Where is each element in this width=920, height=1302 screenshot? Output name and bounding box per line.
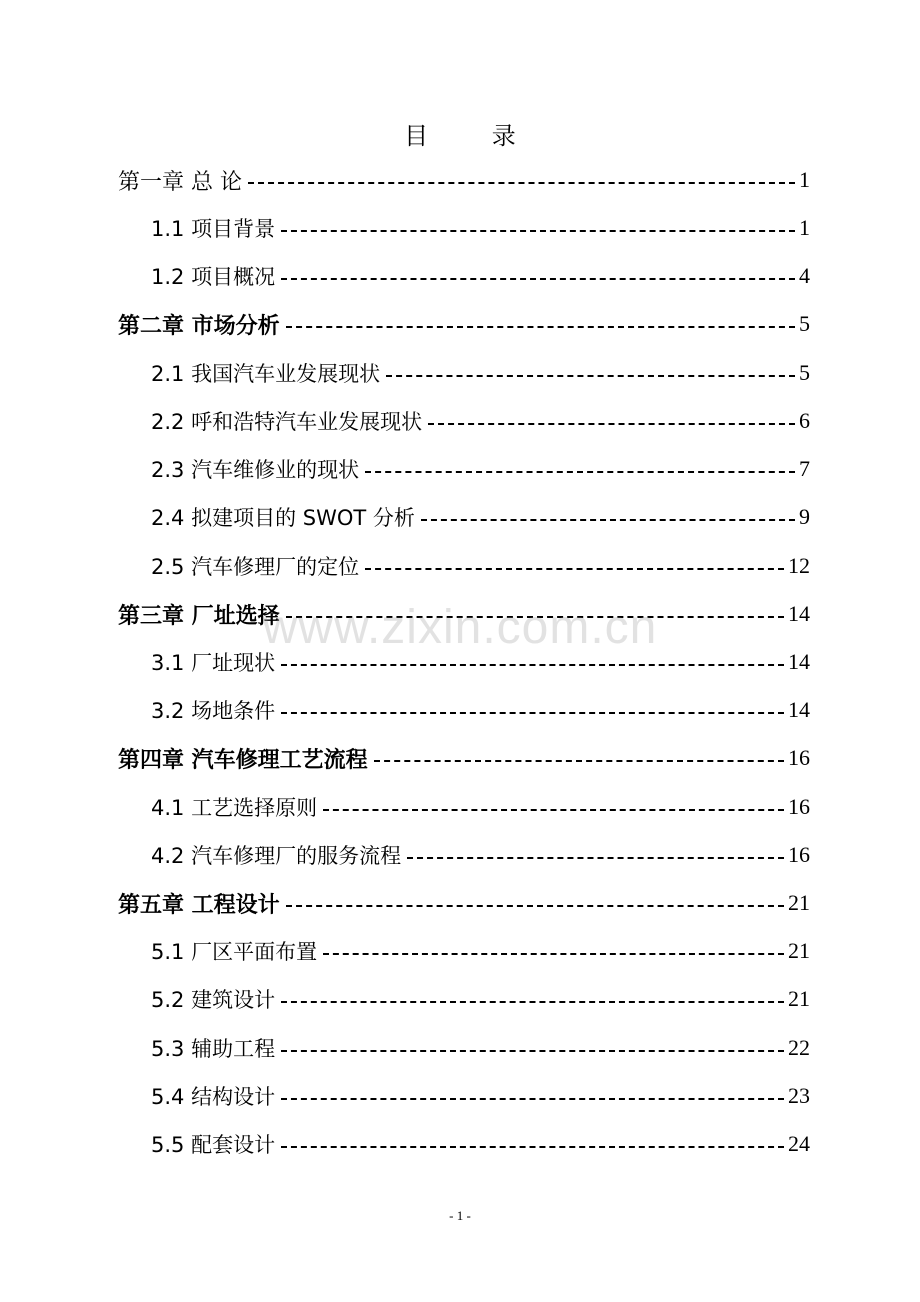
toc-entry-label: 3.1 厂址现状 <box>151 651 276 675</box>
toc-entry-page-number: 21 <box>788 938 810 963</box>
watermark: www.zixin.com.cn <box>262 601 658 654</box>
dot-leader <box>281 1098 784 1100</box>
toc-entry[interactable] <box>0 931 920 971</box>
toc-entry-page-number: 21 <box>788 890 810 915</box>
dot-leader <box>323 953 784 955</box>
toc-entry-label: 第五章 工程设计 <box>118 892 280 918</box>
toc-entry[interactable] <box>0 594 920 634</box>
toc-entry-page-number: 16 <box>788 745 810 770</box>
toc-entry-label: 5.3 辅助工程 <box>151 1037 276 1061</box>
dot-leader <box>323 809 784 811</box>
dot-leader <box>281 230 795 232</box>
toc-entry-page-number: 23 <box>788 1083 810 1108</box>
toc-entry[interactable] <box>0 1124 920 1164</box>
dot-leader <box>428 423 795 425</box>
toc-entry[interactable] <box>0 1076 920 1116</box>
toc-entry-label: 2.4 拟建项目的 SWOT 分析 <box>151 506 415 530</box>
toc-entry-label: 5.4 结构设计 <box>151 1085 276 1109</box>
dot-leader <box>286 616 784 618</box>
toc-entry-label: 2.3 汽车维修业的现状 <box>151 458 360 482</box>
toc-entry[interactable] <box>0 256 920 296</box>
toc-entry[interactable] <box>0 1028 920 1068</box>
toc-entry-page-number: 24 <box>788 1131 810 1156</box>
toc-entry-label: 4.1 工艺选择原则 <box>151 796 318 820</box>
toc-entry[interactable] <box>0 304 920 344</box>
toc-entry-label: 2.1 我国汽车业发展现状 <box>151 362 381 386</box>
dot-leader <box>386 375 795 377</box>
toc-entry[interactable] <box>0 208 920 248</box>
toc-entry-page-number: 14 <box>788 697 810 722</box>
toc-entry-page-number: 16 <box>788 842 810 867</box>
dot-leader <box>286 326 795 328</box>
dot-leader <box>281 1050 784 1052</box>
toc-entry-label: 2.2 呼和浩特汽车业发展现状 <box>151 410 423 434</box>
toc-entry[interactable] <box>0 353 920 393</box>
toc-entry[interactable] <box>0 787 920 827</box>
dot-leader <box>407 857 784 859</box>
toc-entry-page-number: 7 <box>799 456 810 481</box>
toc-entry-label: 4.2 汽车修理厂的服务流程 <box>151 844 402 868</box>
dot-leader <box>365 568 784 570</box>
dot-leader <box>281 712 784 714</box>
toc-entry-label: 5.1 厂区平面布置 <box>151 940 318 964</box>
dot-leader <box>286 905 784 907</box>
toc-entry-label: 2.5 汽车修理厂的定位 <box>151 555 360 579</box>
dot-leader <box>281 278 795 280</box>
toc-entry[interactable] <box>0 642 920 682</box>
dot-leader <box>365 471 795 473</box>
toc-entry[interactable] <box>0 160 920 200</box>
toc-entry[interactable] <box>0 835 920 875</box>
toc-entry-page-number: 4 <box>799 263 810 288</box>
toc-entry[interactable] <box>0 449 920 489</box>
dot-leader <box>281 1146 784 1148</box>
toc-entry-label: 3.2 场地条件 <box>151 699 276 723</box>
toc-entry-page-number: 5 <box>799 360 810 385</box>
toc-entry-page-number: 12 <box>788 553 810 578</box>
toc-entry-page-number: 1 <box>799 215 810 240</box>
toc-entry-label: 第一章 总 论 <box>118 169 242 195</box>
dot-leader <box>421 519 795 521</box>
toc-entry-page-number: 14 <box>788 649 810 674</box>
toc-entry[interactable] <box>0 401 920 441</box>
dot-leader <box>281 664 784 666</box>
toc-entry-page-number: 9 <box>799 504 810 529</box>
toc-entry[interactable] <box>0 738 920 778</box>
toc-entry[interactable] <box>0 546 920 586</box>
toc-entry-page-number: 16 <box>788 794 810 819</box>
toc-entry-page-number: 5 <box>799 311 810 336</box>
toc-entry-label: 5.5 配套设计 <box>151 1133 276 1157</box>
toc-entry[interactable] <box>0 883 920 923</box>
toc-entry-page-number: 14 <box>788 601 810 626</box>
toc-entry[interactable] <box>0 690 920 730</box>
toc-entry-label: 5.2 建筑设计 <box>151 988 276 1012</box>
page-number-footer: - 1 - <box>449 1208 471 1223</box>
toc-entry-page-number: 21 <box>788 986 810 1011</box>
toc-entry[interactable] <box>0 979 920 1019</box>
toc-title: 目 录 <box>404 122 544 150</box>
toc-entry-label: 1.2 项目概况 <box>151 265 276 289</box>
toc-entry-label: 1.1 项目背景 <box>151 217 276 241</box>
toc-entry[interactable] <box>0 497 920 537</box>
toc-entry-label: 第三章 厂址选择 <box>118 603 280 629</box>
dot-leader <box>248 182 795 184</box>
dot-leader <box>281 1001 784 1003</box>
toc-entry-label: 第四章 汽车修理工艺流程 <box>118 747 368 773</box>
toc-entry-page-number: 1 <box>799 167 810 192</box>
dot-leader <box>374 760 784 762</box>
toc-entry-label: 第二章 市场分析 <box>118 313 280 339</box>
toc-entry-page-number: 6 <box>799 408 810 433</box>
toc-entry-page-number: 22 <box>788 1035 810 1060</box>
